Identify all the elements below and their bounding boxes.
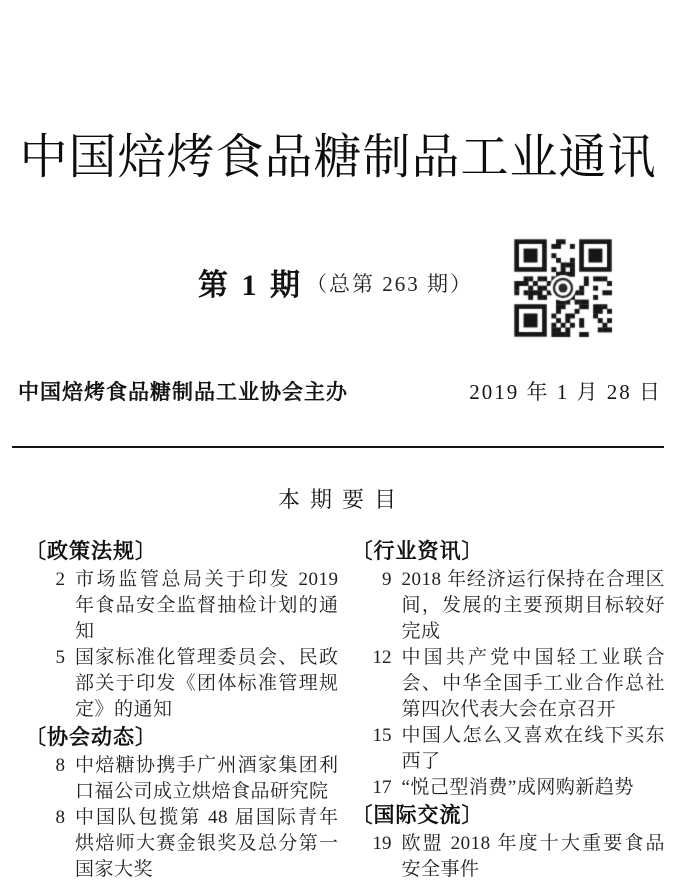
qr-code-icon [512, 237, 614, 339]
toc-item [352, 645, 666, 723]
toc-item-title: 中焙糖协携手广州酒家集团利口福公司成立烘焙食品研究院 [75, 755, 339, 802]
toc-section-header: 〔协会动态〕 [25, 726, 157, 749]
divider-rule [12, 446, 664, 448]
toc-item-title: 2018 年经济运行保持在合理区间，发展的主要预期目标较好完成 [401, 569, 665, 642]
toc-item [352, 831, 666, 883]
toc-item-page-number: 8 [55, 755, 65, 776]
page-title: 中国焙烤食品糖制品工业通讯 [19, 131, 657, 184]
toc-item [352, 775, 666, 801]
toc-item-page-number: 2 [55, 569, 65, 590]
table-of-contents [25, 537, 665, 883]
toc-item-title: 中国队包揽第 48 届国际青年烘焙师大赛金银奖及总分第一国家大奖 [75, 807, 339, 880]
toc-item-title: 中国共产党中国轻工业联合会、中华全国手工业合作总社第四次代表大会在京召开 [401, 647, 665, 720]
toc-item-title: 欧盟 2018 年度十大重要食品安全事件 [401, 833, 665, 880]
publisher-row [18, 376, 662, 406]
toc-item-page-number: 19 [372, 833, 392, 854]
toc-item-page-number: 17 [372, 777, 392, 798]
toc-item [25, 753, 339, 805]
toc-heading: 本 期 要 目 [277, 487, 399, 512]
toc-item-page-number: 15 [372, 725, 392, 746]
toc-item [352, 723, 666, 775]
toc-item-page-number: 12 [372, 647, 392, 668]
toc-item [25, 567, 339, 645]
toc-item [25, 805, 339, 883]
toc-item-title: “悦己型消费”成网购新趋势 [401, 777, 634, 798]
toc-item-title: 市场监管总局关于印发 2019 年食品安全监督抽检计划的通知 [75, 569, 339, 642]
toc-item [25, 645, 339, 723]
toc-column-left [25, 537, 339, 883]
toc-item-title: 中国人怎么又喜欢在线下买东西了 [401, 725, 665, 772]
toc-item-page-number: 5 [55, 647, 65, 668]
publication-date: 2019 年 1 月 28 日 [469, 380, 662, 404]
toc-item-page-number: 8 [55, 807, 65, 828]
toc-column-right [352, 537, 666, 883]
toc-item-title: 国家标准化管理委员会、民政部关于印发《团体标准管理规定》的通知 [75, 647, 339, 720]
toc-item-page-number: 9 [382, 569, 392, 590]
issue-row [0, 237, 676, 341]
issue-total-number: （总第 263 期） [306, 272, 473, 296]
publisher-name: 中国焙烤食品糖制品工业协会主办 [18, 381, 348, 404]
toc-item [352, 567, 666, 645]
toc-section-header: 〔行业资讯〕 [351, 540, 484, 563]
issue-number: 第 1 期 [198, 269, 303, 302]
toc-section-header: 〔政策法规〕 [25, 540, 157, 563]
toc-section-header: 〔国际交流〕 [351, 804, 484, 827]
